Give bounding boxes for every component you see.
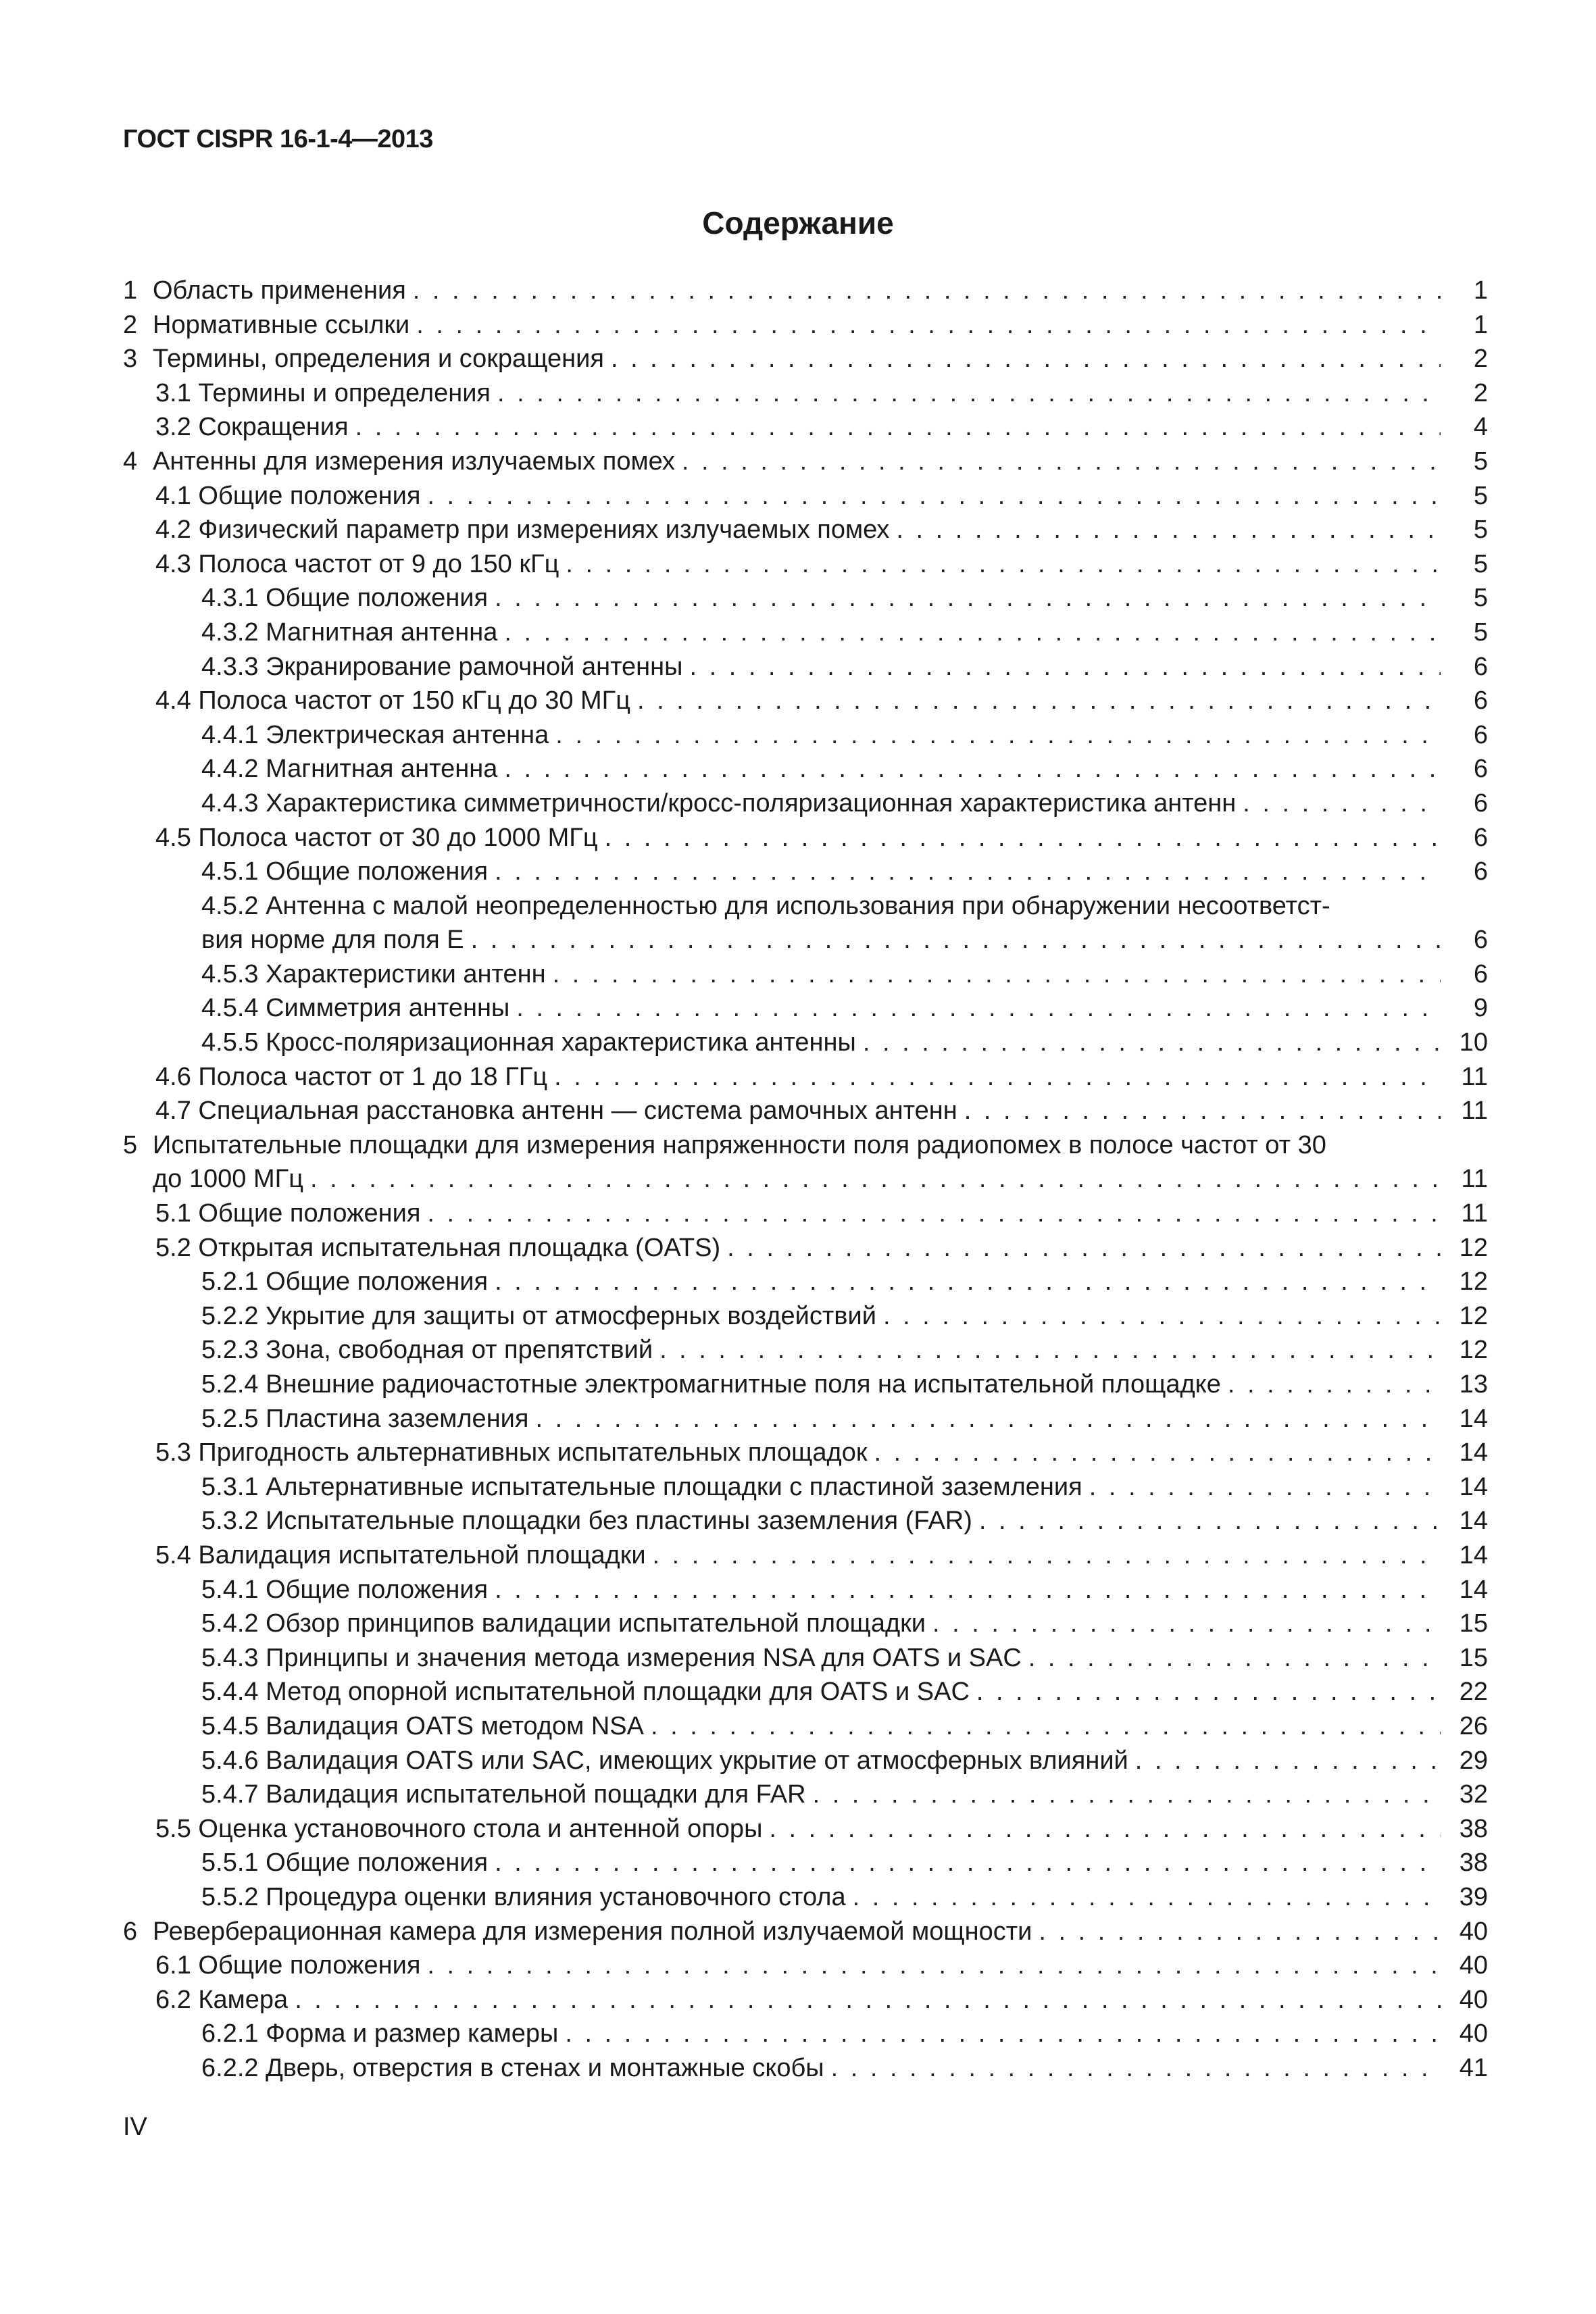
toc-entry-page: 4 [1473, 413, 1488, 442]
toc-leader-dots [1243, 786, 1441, 821]
toc-entry-page: 6 [1473, 755, 1488, 784]
toc-entry-title: 5.4.2 Обзор принципов валидации испытательной площадки [201, 1609, 926, 1638]
toc-entry[interactable] [123, 957, 1488, 992]
toc-entry-body [201, 1675, 1488, 1709]
toc-entry-page: 2 [1473, 378, 1488, 407]
toc-entry-page: 26 [1459, 1711, 1488, 1740]
toc-entry-title: 5.3.1 Альтернативные испытательные площадки с пластиной заземления [201, 1472, 1082, 1501]
toc-leader-dots [682, 445, 1441, 479]
toc-entry-body [153, 274, 1488, 308]
toc-entry-title: 4.2 Физический параметр при измерениях излучаемых помех [155, 515, 890, 545]
toc-entry-title: 4.5.2 Антенна с малой неопределенностью для использования при обнаружении несоответст- [201, 891, 1330, 920]
toc-entry-page: 12 [1459, 1336, 1488, 1365]
toc-entry-body [155, 1197, 1488, 1231]
toc-entry-body [201, 1402, 1488, 1436]
toc-entry[interactable] [123, 1607, 1488, 1641]
toc-entry-number: 3 [123, 345, 138, 374]
toc-entry[interactable] [123, 1094, 1488, 1128]
toc-entry[interactable] [123, 1128, 1488, 1163]
toc-entry-page: 1 [1473, 276, 1488, 305]
toc-entry[interactable] [123, 1778, 1488, 1812]
toc-entry-body [201, 1026, 1488, 1060]
toc-entry-body [155, 684, 1488, 718]
toc-leader-dots [427, 1197, 1441, 1231]
toc-entry-body [153, 1128, 1488, 1163]
toc-entry-title: 4.3.1 Общие положения [201, 584, 489, 613]
toc-entry-number: 1 [123, 276, 138, 305]
toc-leader-dots [495, 581, 1441, 615]
toc-entry[interactable] [123, 855, 1488, 889]
toc-entry-body [201, 1333, 1488, 1367]
toc-leader-dots [853, 1880, 1441, 1915]
toc-leader-dots [1228, 1367, 1441, 1402]
toc-entry-title: 5.4.3 Принципы и значения метода измерения NSA для OATS и SAC [201, 1643, 1022, 1672]
toc-entry-page: 11 [1461, 1165, 1488, 1194]
toc-entry-page: 40 [1459, 2019, 1488, 2048]
toc-leader-dots [471, 923, 1441, 957]
toc-entry-page: 6 [1473, 652, 1488, 681]
toc-entry-body [201, 1470, 1488, 1505]
toc-leader-dots [874, 1436, 1441, 1470]
toc-entry-page: 1 [1473, 310, 1488, 339]
toc-entry-page: 38 [1459, 1848, 1488, 1878]
toc-entry-body [155, 410, 1488, 445]
toc-entry-page: 29 [1459, 1746, 1488, 1775]
toc-entry[interactable] [123, 718, 1488, 753]
toc-entry-title: Антенны для измерения излучаемых помех [153, 447, 675, 476]
toc-entry[interactable] [123, 991, 1488, 1026]
toc-entry-title: 5.4.4 Метод опорной испытательной площадки для OATS и SAC [201, 1678, 970, 1707]
toc-entry-page: 22 [1459, 1678, 1488, 1707]
toc-leader-dots [504, 752, 1441, 786]
toc-entry-body [201, 991, 1488, 1026]
toc-entry-page: 9 [1473, 994, 1488, 1023]
toc-entry-page: 14 [1459, 1404, 1488, 1433]
toc-entry-body [201, 2017, 1488, 2051]
toc-entry-page: 6 [1473, 857, 1488, 886]
toc-leader-dots [355, 410, 1441, 445]
toc-leader-dots [611, 342, 1441, 376]
toc-entry-title: 4.5.5 Кросс-поляризационная характеристика антенны [201, 1028, 856, 1057]
toc-entry[interactable] [123, 821, 1488, 855]
toc-entry-title: 5.5.1 Общие положения [201, 1848, 489, 1878]
toc-entry-page: 12 [1459, 1267, 1488, 1297]
toc-entry-body [201, 855, 1488, 889]
toc-entry-page: 39 [1459, 1882, 1488, 1911]
toc-entry-title: 4.5.4 Симметрия антенны [201, 994, 510, 1023]
toc-entry-page: 13 [1459, 1370, 1488, 1399]
toc-entry-title: 5.2.1 Общие положения [201, 1267, 489, 1297]
page-title: Содержание [702, 205, 894, 241]
toc-entry-title: Нормативные ссылки [153, 310, 410, 339]
toc-leader-dots [863, 1026, 1441, 1060]
toc-entry-body [155, 1436, 1488, 1470]
toc-entry-title: 5.3.2 Испытательные площадки без пластины заземления (FAR) [201, 1507, 972, 1536]
toc-entry-page: 14 [1459, 1438, 1488, 1467]
toc-entry-page: 12 [1459, 1233, 1488, 1262]
toc-entry-title: 4.3.2 Магнитная антенна [201, 618, 498, 647]
toc-entry-title: 5.4.1 Общие положения [201, 1575, 489, 1604]
toc-entry-title: 4.5.1 Общие положения [201, 857, 489, 886]
toc-leader-dots [535, 1402, 1441, 1436]
toc-leader-dots [1089, 1470, 1441, 1505]
toc-entry-page: 14 [1459, 1472, 1488, 1501]
toc-entry-title: 4.4.1 Электрическая антенна [201, 720, 549, 749]
toc-entry-body [155, 1094, 1488, 1128]
toc-entry-body [155, 547, 1488, 582]
toc-entry-title: 5.3 Пригодность альтернативных испытательных площадок [155, 1438, 868, 1467]
toc-entry-page: 40 [1459, 1951, 1488, 1980]
toc-entry-body [155, 479, 1488, 513]
toc-leader-dots [1135, 1744, 1441, 1778]
toc-entry-page: 10 [1459, 1028, 1488, 1057]
toc-entry[interactable] [123, 1948, 1488, 1983]
toc-entry-title: 4.1 Общие положения [155, 481, 421, 510]
toc-entry-body [155, 1060, 1488, 1095]
toc-entry-title: 4.5 Полоса частот от 30 до 1000 МГц [155, 823, 598, 852]
toc-entry-body [155, 513, 1488, 547]
toc-entry[interactable] [123, 650, 1488, 684]
toc-entry[interactable] [123, 1675, 1488, 1709]
toc-entry-page: 6 [1473, 926, 1488, 955]
toc-entry[interactable] [123, 1299, 1488, 1334]
toc-entry-title: 3.2 Сокращения [155, 413, 349, 442]
toc-entry-body [201, 650, 1488, 684]
toc-leader-dots [964, 1094, 1441, 1128]
toc-entry[interactable] [123, 274, 1488, 308]
toc-entry-title: Испытательные площадки для измерения напряженности поля радиопомех в полосе частот от 30 [153, 1130, 1326, 1159]
toc-entry-page: 2 [1473, 345, 1488, 374]
toc-leader-dots [651, 1709, 1441, 1744]
toc-entry-body [201, 2051, 1488, 2086]
toc-leader-dots [653, 1538, 1441, 1573]
toc-entry-title: 4.3.3 Экранирование рамочной антенны [201, 652, 683, 681]
toc-leader-dots [310, 1162, 1441, 1197]
toc-entry[interactable] [123, 615, 1488, 650]
toc-entry[interactable] [123, 1162, 1488, 1197]
toc-entry-page: 11 [1461, 1199, 1488, 1228]
toc-leader-dots [566, 547, 1441, 582]
toc-leader-dots [495, 1265, 1441, 1299]
toc-entry[interactable] [123, 479, 1488, 513]
toc-entry-page: 14 [1459, 1540, 1488, 1569]
toc-entry-body [201, 718, 1488, 753]
toc-entry[interactable] [123, 1402, 1488, 1436]
toc-entry[interactable] [123, 1983, 1488, 2017]
toc-leader-dots [896, 513, 1441, 547]
toc-entry-page: 5 [1473, 584, 1488, 613]
toc-leader-dots [1028, 1641, 1441, 1676]
toc-entry-body [153, 1915, 1488, 1949]
toc-leader-dots [605, 821, 1441, 855]
toc-entry-title: 4.4 Полоса частот от 150 кГц до 30 МГц [155, 686, 631, 715]
toc-entry-page: 6 [1473, 720, 1488, 749]
toc-entry-title: 5.2.5 Пластина заземления [201, 1404, 529, 1433]
toc-entry-number: 2 [123, 310, 138, 339]
toc-entry[interactable] [123, 1915, 1488, 1949]
toc-entry-title: 4.4.2 Магнитная антенна [201, 755, 498, 784]
toc-entry[interactable] [123, 889, 1488, 924]
toc-entry-body [201, 1573, 1488, 1607]
toc-entry-page: 5 [1473, 481, 1488, 510]
toc-entry-page: 40 [1459, 1917, 1488, 1946]
toc-entry-body [153, 342, 1488, 376]
toc-entry[interactable] [123, 2017, 1488, 2051]
toc-leader-dots [976, 1675, 1441, 1709]
toc-entry-body [201, 1299, 1488, 1334]
toc-entry-title: 4.4.3 Характеристика симметричности/кросс-поляризационная характеристика антенн [201, 788, 1237, 818]
toc-leader-dots [565, 2017, 1441, 2051]
toc-leader-dots [727, 1231, 1441, 1265]
toc-entry-body [201, 1709, 1488, 1744]
toc-leader-dots [659, 1333, 1441, 1367]
toc-entry-body [201, 1607, 1488, 1641]
toc-leader-dots [637, 684, 1441, 718]
toc-entry[interactable] [123, 1504, 1488, 1538]
toc-entry-title: 5.2.4 Внешние радиочастотные электромагнитные поля на испытательной площадке [201, 1370, 1221, 1399]
document-header: ГОСТ CISPR 16-1-4—2013 [123, 125, 433, 153]
toc-entry[interactable] [123, 1880, 1488, 1915]
toc-entry-title: до 1000 МГц [153, 1165, 303, 1194]
toc-entry[interactable] [123, 1333, 1488, 1367]
toc-entry-body [155, 1231, 1488, 1265]
toc-entry-page: 5 [1473, 515, 1488, 545]
toc-entry-body [155, 821, 1488, 855]
toc-leader-dots [295, 1983, 1441, 2017]
toc-entry[interactable] [123, 1538, 1488, 1573]
toc-entry-page: 6 [1473, 959, 1488, 988]
toc-entry-page: 40 [1459, 1985, 1488, 2014]
toc-entry-title: 4.7 Специальная расстановка антенн — система рамочных антенн [155, 1097, 957, 1126]
toc-entry-body [155, 1983, 1488, 2017]
toc-entry[interactable] [123, 1573, 1488, 1607]
toc-entry-page: 11 [1461, 1097, 1488, 1126]
toc-leader-dots [813, 1778, 1441, 1812]
toc-entry-body [201, 752, 1488, 786]
toc-leader-dots [427, 1948, 1441, 1983]
toc-entry-title: 5.4.5 Валидация OATS методом NSA [201, 1711, 644, 1740]
toc-leader-dots [416, 308, 1441, 343]
toc-entry-page: 6 [1473, 788, 1488, 818]
toc-entry-title: 3.1 Термины и определения [155, 378, 491, 407]
toc-entry[interactable] [123, 1026, 1488, 1060]
toc-entry-body [153, 445, 1488, 479]
toc-entry[interactable] [123, 1709, 1488, 1744]
toc-entry-title: Термины, определения и сокращения [153, 345, 604, 374]
toc-entry[interactable] [123, 308, 1488, 343]
toc-entry-page: 14 [1459, 1507, 1488, 1536]
toc-entry[interactable] [123, 1846, 1488, 1880]
toc-entry-body [201, 581, 1488, 615]
toc-entry-body [201, 1846, 1488, 1880]
toc-entry-body [201, 923, 1488, 957]
toc-entry-body [155, 1812, 1488, 1846]
toc-entry-title: 4.5.3 Характеристики антенн [201, 959, 546, 988]
toc-entry[interactable] [123, 1231, 1488, 1265]
toc-entry[interactable] [123, 1470, 1488, 1505]
toc-entry[interactable] [123, 513, 1488, 547]
toc-entry-body [201, 1265, 1488, 1299]
toc-entry[interactable] [123, 376, 1488, 411]
toc-entry[interactable] [123, 1265, 1488, 1299]
toc-leader-dots [516, 991, 1441, 1026]
toc-entry-body [153, 1162, 1488, 1197]
toc-entry[interactable] [123, 445, 1488, 479]
toc-entry[interactable] [123, 1060, 1488, 1095]
toc-leader-dots [495, 855, 1441, 889]
toc-entry-title: 4.6 Полоса частот от 1 до 18 ГГц [155, 1062, 548, 1091]
toc-entry[interactable] [123, 581, 1488, 615]
toc-leader-dots [495, 1846, 1441, 1880]
toc-entry-title: 5.2.2 Укрытие для защиты от атмосферных воздействий [201, 1301, 876, 1330]
toc-leader-dots [555, 718, 1441, 753]
toc-entry-page: 38 [1459, 1814, 1488, 1843]
toc-entry[interactable] [123, 1812, 1488, 1846]
toc-entry-title: 5.5.2 Процедура оценки влияния установочного стола [201, 1882, 846, 1911]
toc-entry-body [201, 615, 1488, 650]
toc-leader-dots [979, 1504, 1441, 1538]
toc-entry[interactable] [123, 1744, 1488, 1778]
toc-entry-page: 32 [1459, 1780, 1488, 1809]
toc-entry-body [201, 1367, 1488, 1402]
toc-leader-dots [831, 2051, 1441, 2086]
toc-entry-body [201, 1778, 1488, 1812]
toc-entry-body [201, 786, 1488, 821]
toc-entry-page: 6 [1473, 686, 1488, 715]
toc-entry-title: 5.4.7 Валидация испытательной пощадки для FAR [201, 1780, 806, 1809]
toc-entry-number: 6 [123, 1917, 138, 1946]
toc-entry-title: 5.4.6 Валидация OATS или SAC, имеющих укрытие от атмосферных влияний [201, 1746, 1128, 1775]
toc-entry[interactable] [123, 684, 1488, 718]
toc-entry-title: 5.5 Оценка установочного стола и антенной опоры [155, 1814, 763, 1843]
toc-leader-dots [932, 1607, 1441, 1641]
toc-entry-body [201, 957, 1488, 992]
toc-entry-title: 4.3 Полоса частот от 9 до 150 кГц [155, 549, 559, 578]
toc-entry-title: 6.2.1 Форма и размер камеры [201, 2019, 559, 2048]
toc-entry-number: 4 [123, 447, 138, 476]
toc-entry-body [155, 376, 1488, 411]
toc-entry[interactable] [123, 2051, 1488, 2086]
toc-entry[interactable] [123, 547, 1488, 582]
toc-leader-dots [497, 376, 1441, 411]
toc-leader-dots [427, 479, 1441, 513]
toc-entry-page: 6 [1473, 823, 1488, 852]
toc-entry-page: 5 [1473, 447, 1488, 476]
toc-entry-body [155, 1538, 1488, 1573]
table-of-contents [123, 274, 1488, 2085]
toc-entry[interactable] [123, 1641, 1488, 1676]
toc-entry-title: Реверберационная камера для измерения полной излучаемой мощности [153, 1917, 1032, 1946]
toc-entry[interactable] [123, 1197, 1488, 1231]
toc-leader-dots [504, 615, 1441, 650]
toc-entry-page: 15 [1459, 1609, 1488, 1638]
toc-entry-page: 5 [1473, 618, 1488, 647]
toc-entry-title: 6.2 Камера [155, 1985, 289, 2014]
toc-entry-title: вия норме для поля E [201, 926, 464, 955]
toc-leader-dots [1039, 1915, 1441, 1949]
toc-entry-body [155, 1948, 1488, 1983]
toc-entry-title: 5.1 Общие положения [155, 1199, 421, 1228]
toc-entry-title: 5.2 Открытая испытательная площадка (OATS) [155, 1233, 721, 1262]
toc-leader-dots [883, 1299, 1441, 1334]
toc-entry-title: 5.4 Валидация испытательной площадки [155, 1540, 646, 1569]
page-number: IV [123, 2113, 147, 2141]
toc-leader-dots [769, 1812, 1441, 1846]
toc-entry-page: 14 [1459, 1575, 1488, 1604]
toc-entry-body [201, 889, 1488, 924]
toc-leader-dots [689, 650, 1441, 684]
toc-entry[interactable] [123, 752, 1488, 786]
toc-entry[interactable] [123, 923, 1488, 957]
toc-leader-dots [495, 1573, 1441, 1607]
toc-entry-page: 5 [1473, 549, 1488, 578]
toc-entry-title: 5.2.3 Зона, свободная от препятствий [201, 1336, 653, 1365]
toc-leader-dots [553, 957, 1441, 992]
toc-entry-body [153, 308, 1488, 343]
toc-entry-body [201, 1641, 1488, 1676]
toc-entry-title: Область применения [153, 276, 406, 305]
toc-entry-page: 41 [1459, 2053, 1488, 2082]
toc-entry-title: 6.1 Общие положения [155, 1951, 421, 1980]
toc-entry-body [201, 1880, 1488, 1915]
toc-entry[interactable] [123, 1367, 1488, 1402]
toc-entry-title: 6.2.2 Дверь, отверстия в стенах и монтажные скобы [201, 2053, 824, 2082]
toc-leader-dots [554, 1060, 1441, 1095]
toc-entry[interactable] [123, 342, 1488, 376]
toc-entry-body [201, 1744, 1488, 1778]
toc-entry-page: 11 [1461, 1062, 1488, 1091]
toc-leader-dots [413, 274, 1441, 308]
toc-entry[interactable] [123, 786, 1488, 821]
toc-entry-page: 15 [1459, 1643, 1488, 1672]
toc-entry-page: 12 [1459, 1301, 1488, 1330]
toc-entry-number: 5 [123, 1130, 138, 1159]
toc-entry[interactable] [123, 410, 1488, 445]
toc-entry-body [201, 1504, 1488, 1538]
toc-entry[interactable] [123, 1436, 1488, 1470]
